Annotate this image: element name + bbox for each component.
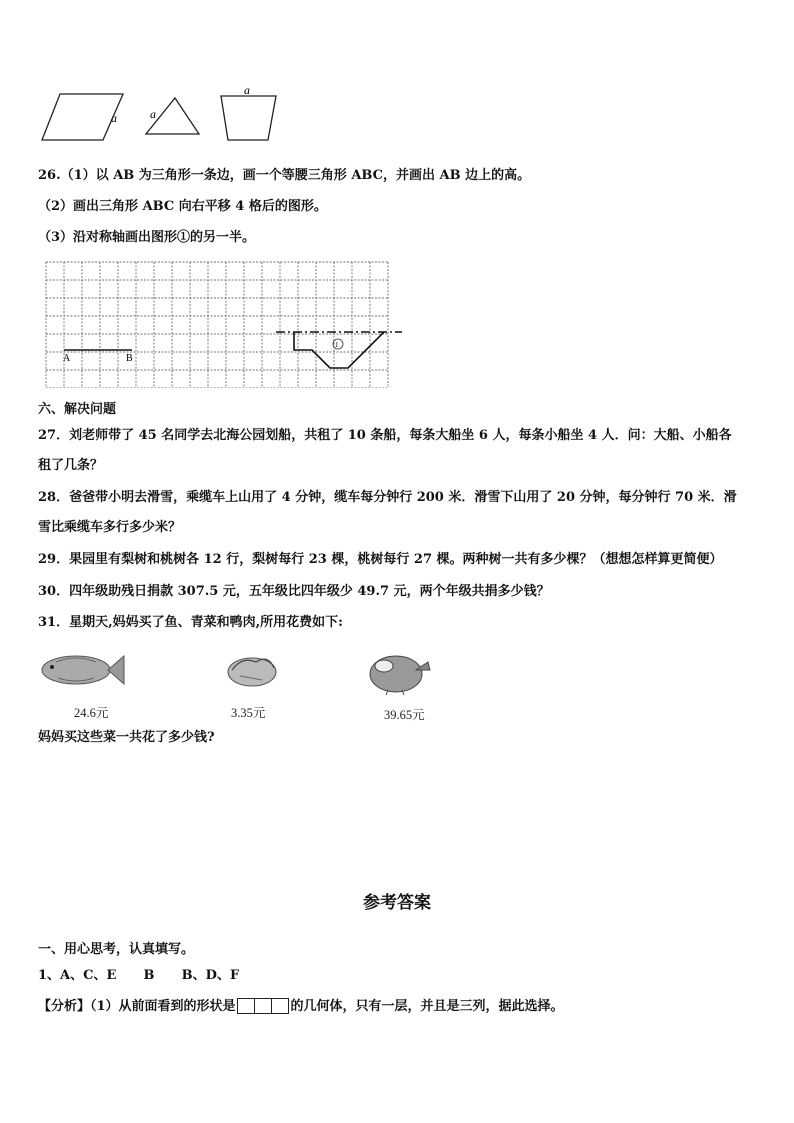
answers-section1: 一、用心思考，认真填写。	[38, 942, 195, 957]
grid-lines	[46, 262, 388, 388]
duck-icon	[364, 648, 434, 696]
section6-heading: 六、解决问题	[38, 402, 117, 417]
fish-icon	[36, 648, 126, 692]
triangle-label: a	[150, 107, 156, 121]
q31-line1: 31．星期天,妈妈买了鱼、青菜和鸭肉,所用花费如下:	[38, 615, 343, 630]
q28-line2: 雪比乘缆车多行多少米？	[38, 520, 182, 535]
q26-line1: 26.（1）以 AB 为三角形一条边，画一个等腰三角形 ABC，并画出 AB 边上的高。	[38, 168, 531, 183]
three-squares-figure	[238, 998, 289, 1015]
q26-line2: （2）画出三角形 ABC 向右平移 4 格后的图形。	[38, 199, 327, 214]
q29-line1: 29．果园里有梨树和桃树各 12 行，梨树每行 23 棵，桃树每行 27 棵。两种树一共有多少棵？（想想怎样算更简便）	[38, 552, 723, 567]
q31-question: 妈妈买这些菜一共花了多少钱?	[38, 730, 215, 745]
q26-line3: （3）沿对称轴画出图形①的另一半。	[38, 230, 256, 245]
vegetable-price: 3.35元	[231, 706, 266, 720]
answer-1: 1、A、C、E B B、D、F	[38, 968, 240, 983]
q30-line1: 30．四年级助残日捐款 307.5 元，五年级比四年级少 49.7 元，两个年级共捐多少钱？	[38, 584, 550, 599]
parallelogram-label: a	[111, 111, 117, 125]
label-a: A	[63, 353, 71, 364]
q28-line1: 28．爸爸带小明去滑雪，乘缆车上山用了 4 分钟，缆车每分钟行 200 米．滑雪下山用了 20 分钟，每分钟行 70 米．滑	[38, 490, 737, 505]
figure-one-half	[294, 332, 384, 368]
label-b: B	[126, 353, 133, 364]
q27-line1: 27．刘老师带了 45 名同学去北海公园划船，共租了 10 条船，每条大船坐 6 人，每条小船坐 4 人．问：大船、小船各	[38, 428, 732, 443]
answers-title: 参考答案	[363, 893, 431, 913]
shapes-figure	[38, 84, 288, 146]
fish-price: 24.6元	[74, 706, 109, 720]
trapezoid-shape	[221, 96, 276, 140]
analysis-prefix: 【分析】（1）从前面看到的形状是	[38, 998, 236, 1014]
analysis-suffix: 的几何体，只有一层，并且是三列，据此选择。	[290, 998, 564, 1014]
grid-figure	[44, 260, 402, 388]
vegetable-icon	[222, 650, 282, 690]
analysis-line	[38, 998, 564, 1015]
duck-price: 39.65元	[384, 708, 425, 722]
figure-one-label: 1	[335, 341, 339, 349]
q27-line2: 租了几条？	[38, 458, 104, 473]
trapezoid-label: a	[244, 84, 250, 97]
